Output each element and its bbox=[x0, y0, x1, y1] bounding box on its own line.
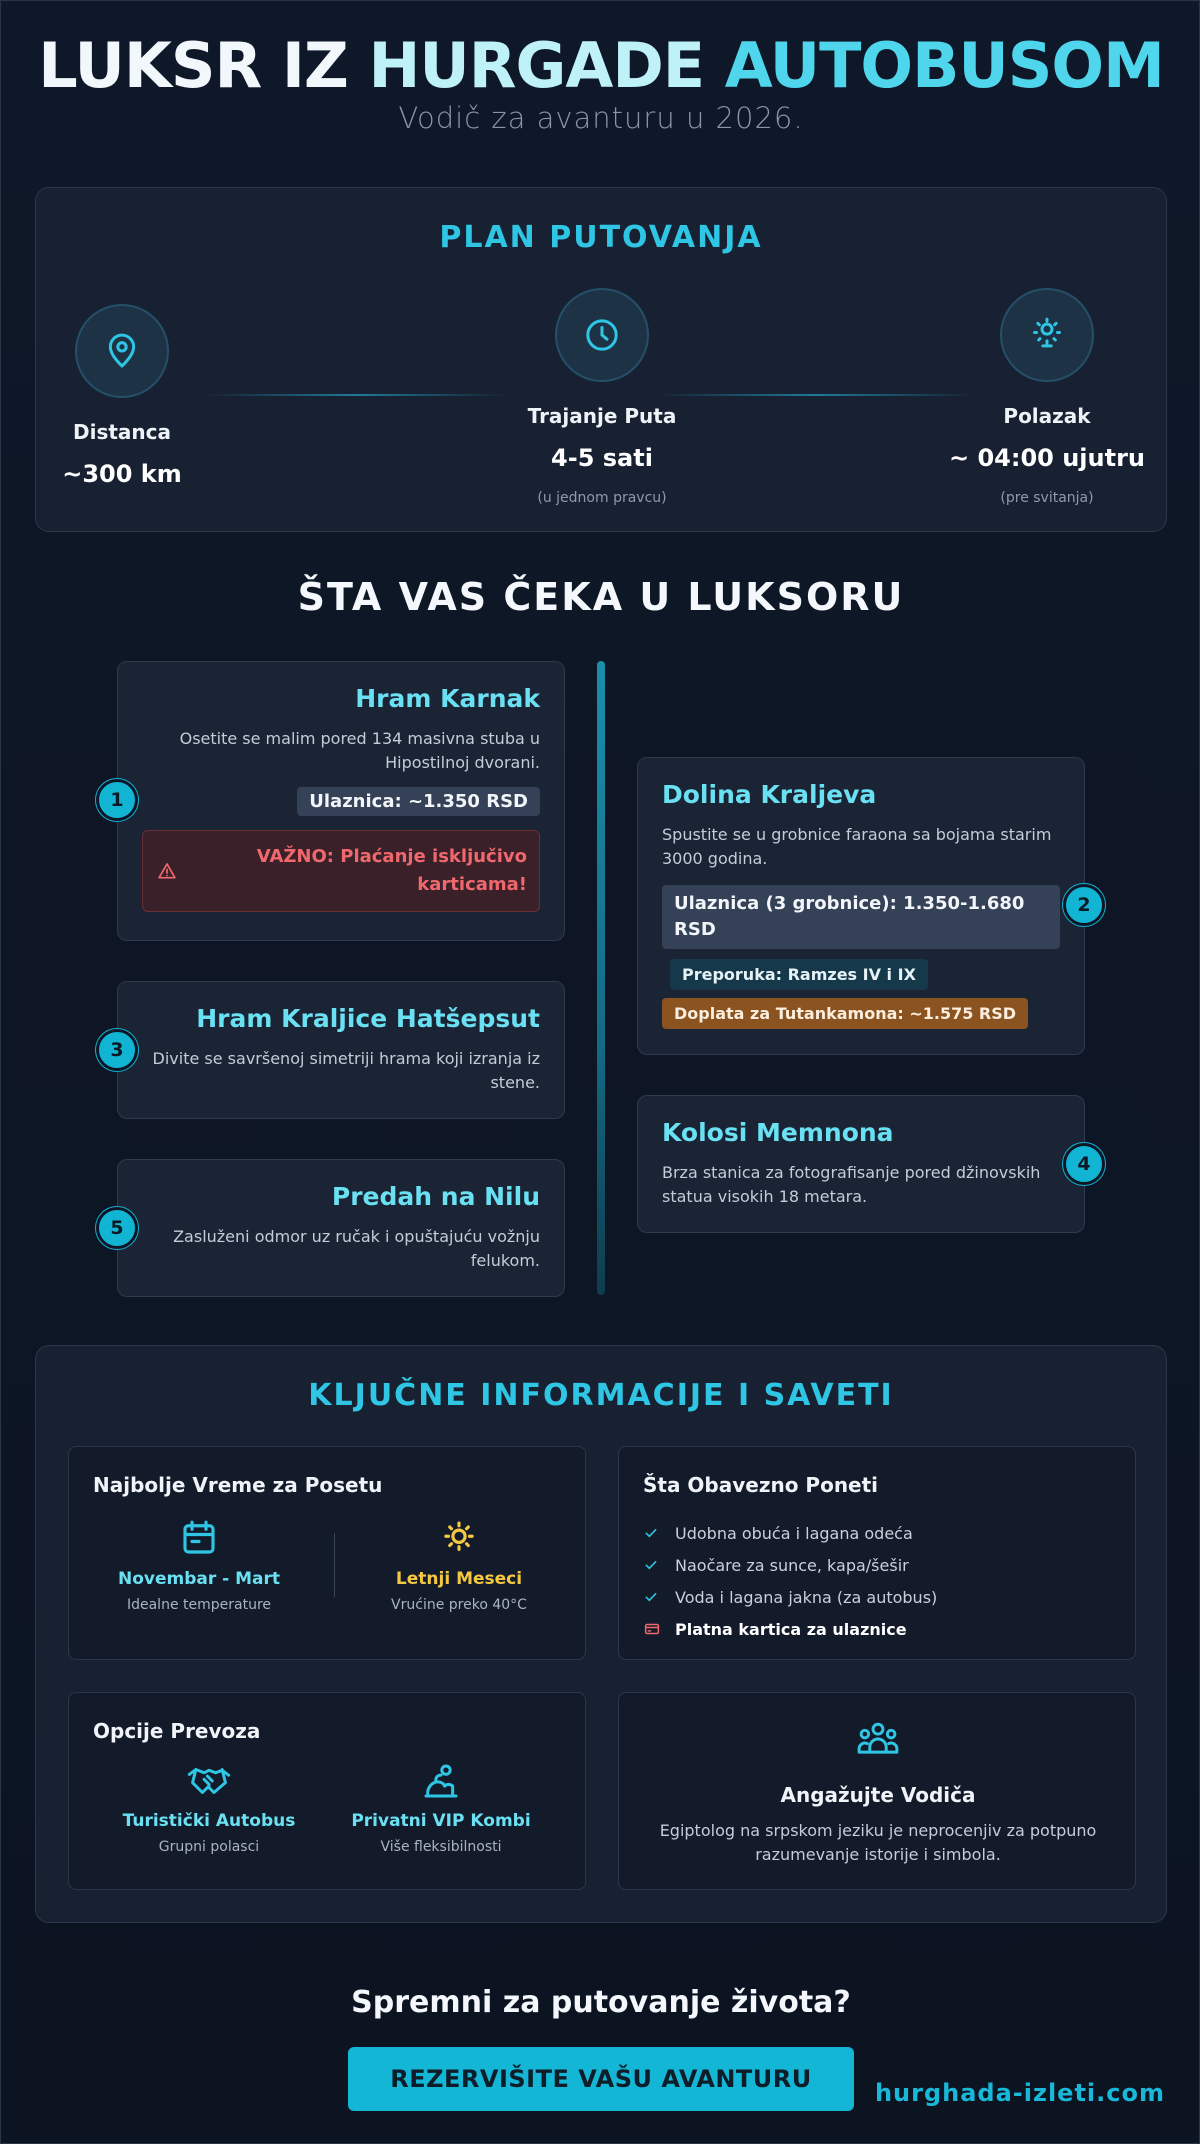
season-sub: Vrućine preko 40°C bbox=[391, 1597, 527, 1613]
info-title: KLJUČNE INFORMACIJE I SAVETI bbox=[308, 1378, 894, 1413]
plan-title: PLAN PUTOVANJA bbox=[439, 220, 763, 255]
sunrise-icon bbox=[1000, 288, 1094, 382]
list-item bbox=[643, 1549, 937, 1581]
season-label: Letnji Meseci bbox=[395, 1569, 523, 1589]
section-title-luxor: ŠTA VAS ČEKA U LUKSORU bbox=[297, 575, 905, 619]
stat-label: Trajanje Puta bbox=[527, 404, 677, 428]
timeline-card-nile bbox=[117, 1159, 565, 1297]
guide-text: Egiptolog na srpskom jeziku je neprocenjiv za potpuno razumevanje istorije i simbola. bbox=[659, 1821, 1097, 1864]
ticket-badge: Ulaznica (3 grobnice): 1.350-1.680 RSD bbox=[662, 885, 1060, 949]
step-number: 1 bbox=[96, 779, 138, 821]
map-pin-icon bbox=[75, 304, 169, 398]
credit-card-icon bbox=[643, 1620, 663, 1638]
card-text: Osetite se malim pored 134 masivna stuba u Hipostilnoj dvorani. bbox=[179, 729, 540, 772]
divider bbox=[334, 1533, 335, 1597]
plan-panel bbox=[35, 187, 1167, 532]
step-number: 3 bbox=[96, 1029, 138, 1071]
surcharge-badge: Doplata za Tutankamona: ~1.575 RSD bbox=[662, 998, 1028, 1029]
transport-box bbox=[68, 1692, 586, 1890]
list-item-text: Udobna obuća i lagana odeća bbox=[675, 1523, 913, 1543]
list-item bbox=[643, 1517, 937, 1549]
transport-option-bus bbox=[109, 1761, 309, 1855]
packing-box bbox=[618, 1446, 1136, 1660]
sun-icon bbox=[359, 1517, 559, 1559]
warning-icon bbox=[157, 861, 177, 881]
card-text: Zasluženi odmor uz ručak i opuštajuću vožnju felukom. bbox=[173, 1227, 540, 1270]
timeline-card-valley-of-kings bbox=[637, 757, 1085, 1055]
option-label: Privatni VIP Kombi bbox=[351, 1811, 531, 1831]
box-title: Šta Obavezno Poneti bbox=[643, 1473, 879, 1497]
card-text: Divite se savršenoj simetriji hrama koji izranja iz stene. bbox=[152, 1049, 540, 1092]
stat-departure bbox=[932, 288, 1162, 506]
stat-label: Polazak bbox=[1003, 404, 1091, 428]
timeline-bar bbox=[597, 661, 605, 1295]
card-title: Hram Kraljice Hatšepsut bbox=[196, 1004, 540, 1033]
timeline-card-karnak bbox=[117, 661, 565, 941]
season-good bbox=[99, 1517, 299, 1613]
season-label: Novembar - Mart bbox=[117, 1569, 281, 1589]
step-number: 5 bbox=[96, 1207, 138, 1249]
card-title: Hram Karnak bbox=[355, 684, 540, 713]
stat-note: (u jednom pravcu) bbox=[537, 490, 667, 506]
box-title: Opcije Prevoza bbox=[93, 1719, 261, 1743]
stat-distance bbox=[42, 304, 202, 488]
step-number: 2 bbox=[1063, 884, 1105, 926]
website-link[interactable]: hurghada-izleti.com bbox=[874, 2079, 1165, 2107]
check-icon bbox=[643, 1525, 663, 1541]
handshake-icon bbox=[109, 1761, 309, 1801]
list-item-text: Platna kartica za ulaznice bbox=[675, 1619, 907, 1639]
option-label: Turistički Autobus bbox=[122, 1811, 296, 1831]
stat-duration bbox=[482, 288, 722, 506]
title-part-3: AUTOBUSOM bbox=[724, 29, 1164, 102]
card-title: Kolosi Memnona bbox=[662, 1118, 894, 1147]
page-title bbox=[1, 31, 1200, 101]
list-item bbox=[643, 1581, 937, 1613]
guide-title: Angažujte Vodiča bbox=[780, 1783, 976, 1807]
page-subtitle: Vodič za avanturu u 2026. bbox=[398, 101, 804, 135]
timeline-card-hatshepsut bbox=[117, 981, 565, 1119]
timeline-card-colossi-memnon bbox=[637, 1095, 1085, 1233]
list-item bbox=[643, 1613, 937, 1645]
clock-icon bbox=[555, 288, 649, 382]
info-panel bbox=[35, 1345, 1167, 1923]
recommendation-badge: Preporuka: Ramzes IV i IX bbox=[670, 959, 928, 990]
cta-question: Spremni za putovanje života? bbox=[351, 1985, 851, 2020]
step-number: 4 bbox=[1063, 1143, 1105, 1185]
check-icon bbox=[643, 1557, 663, 1573]
calendar-icon bbox=[99, 1517, 299, 1559]
card-text: Brza stanica za fotografisanje pored džinovskih statua visokih 18 metara. bbox=[662, 1163, 1041, 1206]
card-title: Predah na Nilu bbox=[331, 1182, 540, 1211]
title-part-2: HURGADE bbox=[368, 29, 725, 102]
warning-box bbox=[142, 830, 540, 912]
group-icon bbox=[619, 1719, 1137, 1759]
card-title: Dolina Kraljeva bbox=[662, 780, 877, 809]
book-button[interactable]: REZERVIŠITE VAŠU AVANTURU bbox=[348, 2047, 854, 2111]
traveler-icon bbox=[341, 1761, 541, 1801]
list-item-text: Voda i lagana jakna (za autobus) bbox=[675, 1587, 938, 1607]
card-text: Spustite se u grobnice faraona sa bojama starim 3000 godina. bbox=[662, 825, 1052, 868]
stat-value: ~300 km bbox=[62, 460, 182, 488]
title-part-1: LUKSR IZ bbox=[38, 29, 369, 102]
transport-option-vip bbox=[341, 1761, 541, 1855]
box-title: Najbolje Vreme za Posetu bbox=[93, 1473, 383, 1497]
season-bad bbox=[359, 1517, 559, 1613]
connector-line bbox=[206, 394, 506, 396]
best-time-box bbox=[68, 1446, 586, 1660]
stat-note: (pre svitanja) bbox=[1000, 490, 1094, 506]
season-sub: Idealne temperature bbox=[126, 1597, 272, 1613]
list-item-text: Naočare za sunce, kapa/šešir bbox=[675, 1555, 909, 1575]
ticket-badge: Ulaznica: ~1.350 RSD bbox=[297, 787, 540, 816]
stat-label: Distanca bbox=[72, 420, 171, 444]
check-icon bbox=[643, 1589, 663, 1605]
option-sub: Grupni polasci bbox=[158, 1839, 260, 1855]
option-sub: Više fleksibilnosti bbox=[380, 1839, 502, 1855]
warning-text: VAŽNO: Plaćanje isključivo karticama! bbox=[256, 846, 527, 895]
stat-value: 4-5 sati bbox=[551, 444, 653, 472]
packing-list bbox=[643, 1517, 937, 1645]
stat-value: ~ 04:00 ujutru bbox=[948, 444, 1145, 472]
guide-box bbox=[618, 1692, 1136, 1890]
